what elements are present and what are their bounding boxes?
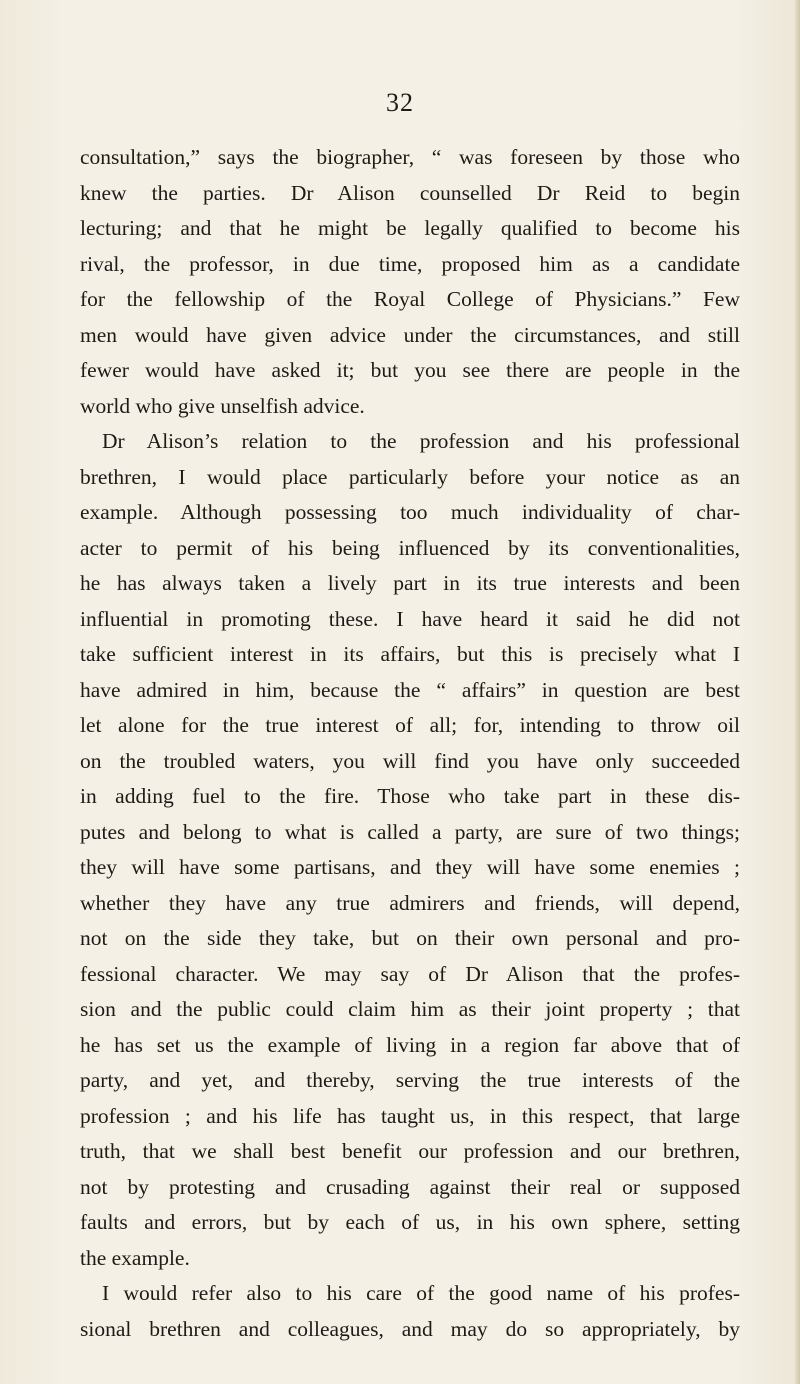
- text-line: let alone for the true interest of all; for, intending to throw oil: [80, 713, 740, 737]
- text-line: sional brethren and colleagues, and may do so appropriately, by: [80, 1316, 740, 1341]
- text-line: truth, that we shall best benefit our profession and our brethren,: [80, 1139, 740, 1163]
- body-text: [80, 140, 740, 1347]
- text-line: fewer would have asked it; but you see there are people in the: [80, 358, 740, 382]
- text-line: fessional character. We may say of Dr Alison that the profes-: [80, 961, 740, 986]
- text-line: sion and the public could claim him as their joint property ; that: [80, 997, 740, 1021]
- text-line: he has always taken a lively part in its true interests and been: [80, 571, 740, 595]
- text-line: have admired in him, because the “ affairs” in question are best: [80, 677, 740, 702]
- text-line: knew the parties. Dr Alison counselled Dr Reid to begin: [80, 180, 740, 205]
- text-line: influential in promoting these. I have heard it said he did not: [80, 606, 740, 631]
- text-line: the example.: [80, 1245, 190, 1270]
- text-line: I would refer also to his care of the good name of his profes-: [102, 1281, 740, 1305]
- text-line: profession ; and his life has taught us, in this respect, that large: [80, 1103, 740, 1128]
- text-line: consultation,” says the biographer, “ was foreseen by those who: [80, 145, 740, 169]
- page-edge-shadow: [794, 0, 800, 1384]
- text-line: acter to permit of his being influenced by its conventionalities,: [80, 535, 740, 560]
- text-line: example. Although possessing too much individuality of char-: [80, 500, 740, 524]
- text-line: not on the side they take, but on their own personal and pro-: [80, 926, 740, 950]
- text-line: brethren, I would place particularly before your notice as an: [80, 464, 740, 489]
- text-line: party, and yet, and thereby, serving the true interests of the: [80, 1068, 740, 1092]
- text-line: not by protesting and crusading against their real or supposed: [80, 1174, 740, 1199]
- page-number: 32: [386, 88, 414, 117]
- text-line: faults and errors, but by each of us, in his own sphere, setting: [80, 1210, 740, 1234]
- text-line: they will have some partisans, and they will have some enemies ;: [80, 855, 740, 879]
- text-line: putes and belong to what is called a party, are sure of two things;: [80, 819, 740, 844]
- text-line: whether they have any true admirers and friends, will depend,: [80, 890, 740, 915]
- text-line: men would have given advice under the circumstances, and still: [80, 322, 740, 347]
- text-line: Dr Alison’s relation to the profession and his professional: [102, 429, 740, 453]
- text-line: lecturing; and that he might be legally qualified to become his: [80, 216, 740, 240]
- text-line: rival, the professor, in due time, proposed him as a candidate: [80, 251, 740, 276]
- text-line: he has set us the example of living in a region far above that of: [80, 1032, 740, 1057]
- text-line: take sufficient interest in its affairs, but this is precisely what I: [80, 642, 740, 666]
- text-line: for the fellowship of the Royal College of Physicians.” Few: [80, 287, 740, 311]
- text-line: world who give unselfish advice.: [80, 393, 365, 418]
- text-line: on the troubled waters, you will find you have only succeeded: [80, 748, 740, 773]
- text-line: in adding fuel to the fire. Those who take part in these dis-: [80, 784, 740, 808]
